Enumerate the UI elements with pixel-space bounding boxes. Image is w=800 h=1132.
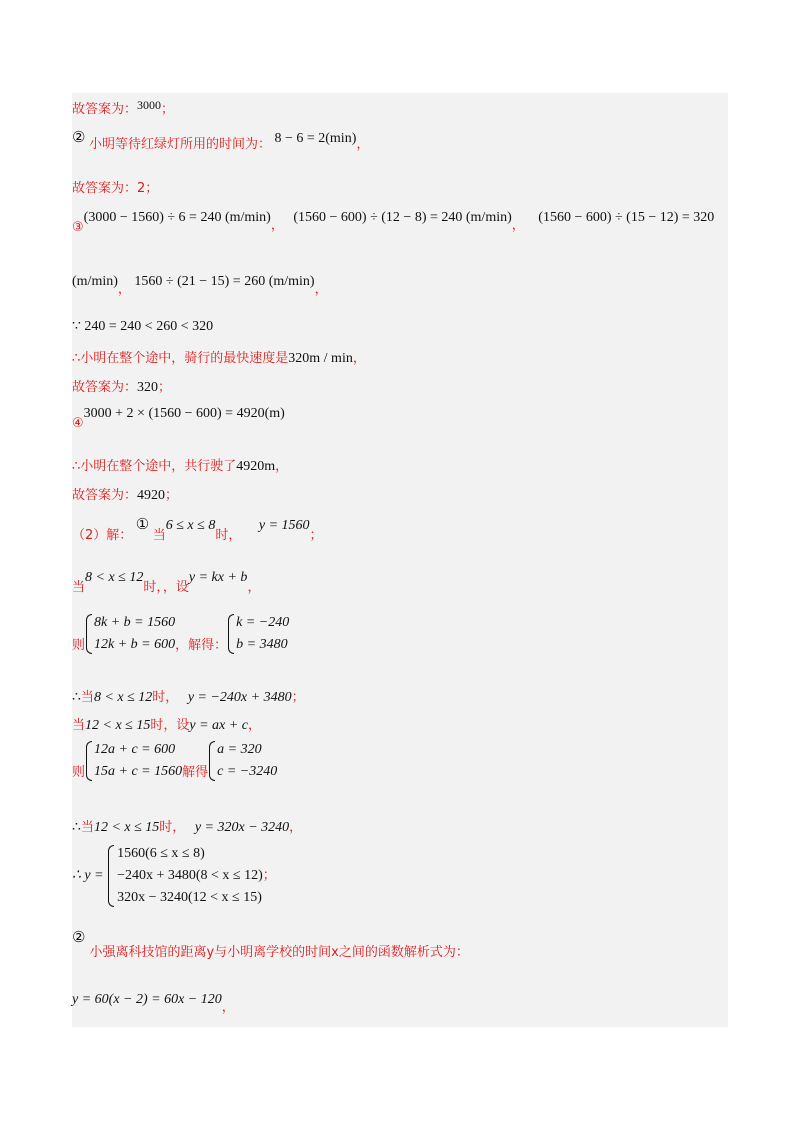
speed-compare: ∵ 240 = 240 < 260 < 320 [72,319,214,334]
separator: ， [314,282,328,297]
distance-calc-line [72,406,285,431]
piecewise-cases [107,843,263,909]
solve-word: 解得 [182,765,209,781]
piecewise-line [72,843,276,909]
answer-line-4 [72,484,178,504]
line-end: ； [262,868,276,884]
equation-system [85,612,175,656]
then-word: 则 [72,765,86,781]
line-end: ， [275,459,289,474]
item-number: ③ [72,220,84,235]
total-distance-value: 4920m [236,459,276,474]
piecewise-case: 320x − 3240(12 < x ≤ 15) [117,890,262,905]
when-suffix: 时， [215,528,242,543]
final-function: y = 60(x − 2) = 60x − 120 [72,992,222,1007]
piecewise-case: 1560(6 ≤ x ≤ 8) [117,846,205,861]
separator: ， [511,218,525,233]
part2-item2-line [72,930,469,960]
piecewise-case: −240x + 3480(8 < x ≤ 12) [117,868,263,883]
line-end: ， [221,1000,235,1015]
answer-line-3 [72,376,171,396]
when-suffix: 时，设 [150,718,190,733]
answer-label: 故答案为： [72,181,138,196]
speed-calc-3: (1560 − 600) ÷ (15 − 12) = 320 [538,210,715,225]
line-end: ， [289,820,303,835]
line-end: ； [309,528,323,543]
part2-line-3 [72,686,305,706]
domain-condition: 6 ≤ x ≤ 8 [165,518,216,533]
function-eq: y = kx + b [188,570,248,585]
when-suffix: 时，，设 [143,580,189,595]
item2-text: 小强离科技馆的距离y与小明离学校的时间x之间的函数解析式为： [89,945,469,960]
domain-condition: 8 < x ≤ 12 [93,690,153,705]
wait-time-math: 8 − 6 = 2(min) [274,131,357,146]
speed-calc-line-1 [72,206,715,235]
answer-value: 3000 [137,98,162,112]
answer-end: ； [165,488,179,503]
solution-system [208,739,277,783]
piecewise-lhs: ∴ y = [72,868,104,884]
line-end: ， [356,137,370,152]
part2-line-1 [72,514,323,543]
therefore-sign: ∴ [72,690,81,705]
max-speed-text: ∴小明在整个途中，骑行的最快速度是 [72,351,289,366]
domain-condition: 8 < x ≤ 12 [85,570,144,585]
function-eq: y = 320x − 3240 [194,820,290,835]
wait-time-text: 小明等待红绿灯所用的时间为： [88,137,271,152]
total-distance-line [72,455,288,475]
answer-end: ； [145,181,159,196]
answer-line-1 [72,98,174,118]
then-word: 则 [72,638,86,654]
function-eq: y = 1560 [258,518,310,533]
function-eq: y = ax + c [189,718,248,733]
final-function-line [72,988,235,1015]
item-number: ④ [72,416,84,431]
system-eq: c = −3240 [217,764,278,779]
system-eq: 8k + b = 1560 [94,615,176,630]
answer-value: 2 [137,181,146,196]
item-number: ② [72,930,86,946]
distance-calc: 3000 + 2 × (1560 − 600) = 4920(m) [83,406,285,421]
item-number: ② [72,130,86,146]
max-speed-line [72,347,366,367]
system-eq: 15a + c = 1560 [94,764,183,779]
item-number: ① [135,517,150,533]
line-end: ， [247,580,261,595]
system-eq: 12a + c = 600 [94,742,176,757]
separator: ， [117,282,131,297]
solution-system [227,612,289,656]
total-distance-text: ∴小明在整个途中，共行驶了 [72,459,237,474]
speed-calc-line-2 [72,270,328,297]
answer-value: 4920 [137,488,166,503]
system-eq: b = 3480 [236,637,288,652]
line-end: ； [291,690,305,705]
when-word: 当 [152,528,166,543]
when-word: 当 [72,718,86,733]
when-suffix: 时， [159,820,186,835]
equation-system [85,739,182,783]
function-eq: y = −240x + 3480 [187,690,292,705]
separator: ， [270,218,284,233]
speed-calc-4: 1560 ÷ (21 − 15) = 260 (m/min) [134,274,315,289]
domain-condition: 12 < x ≤ 15 [85,718,151,733]
system-line-2 [72,739,277,783]
when-word: 当 [72,580,86,595]
max-speed-value: 320m / min [288,351,353,366]
answer-value: 320 [137,380,159,395]
system-line-1 [72,612,289,656]
part2-line-5 [72,816,302,836]
speed-calc-2: (1560 − 600) ÷ (12 − 8) = 240 (m/min) [293,210,512,225]
wait-time-line [72,128,369,153]
domain-condition: 12 < x ≤ 15 [93,820,160,835]
line-end: ， [247,718,261,733]
answer-line-2 [72,177,158,197]
solve-word: ，解得： [175,638,228,654]
answer-label: 故答案为： [72,380,138,395]
system-eq: k = −240 [236,615,290,630]
line-end: ， [352,351,366,366]
when-word: 当 [80,690,94,705]
speed-calc-1: (3000 − 1560) ÷ 6 = 240 (m/min) [83,210,271,225]
speed-compare-line [72,318,213,335]
when-word: 当 [80,820,94,835]
when-suffix: 时， [152,690,179,705]
part2-line-4 [72,714,261,734]
part2-label: （2）解： [72,528,133,543]
answer-end: ； [158,380,172,395]
system-eq: 12k + b = 600 [94,637,176,652]
part2-line-2 [72,566,261,595]
answer-end: ； [161,102,175,117]
answer-label: 故答案为： [72,102,138,117]
answer-label: 故答案为： [72,488,138,503]
system-eq: a = 320 [217,742,262,757]
therefore-sign: ∴ [72,820,81,835]
speed-unit: (m/min) [72,274,118,289]
